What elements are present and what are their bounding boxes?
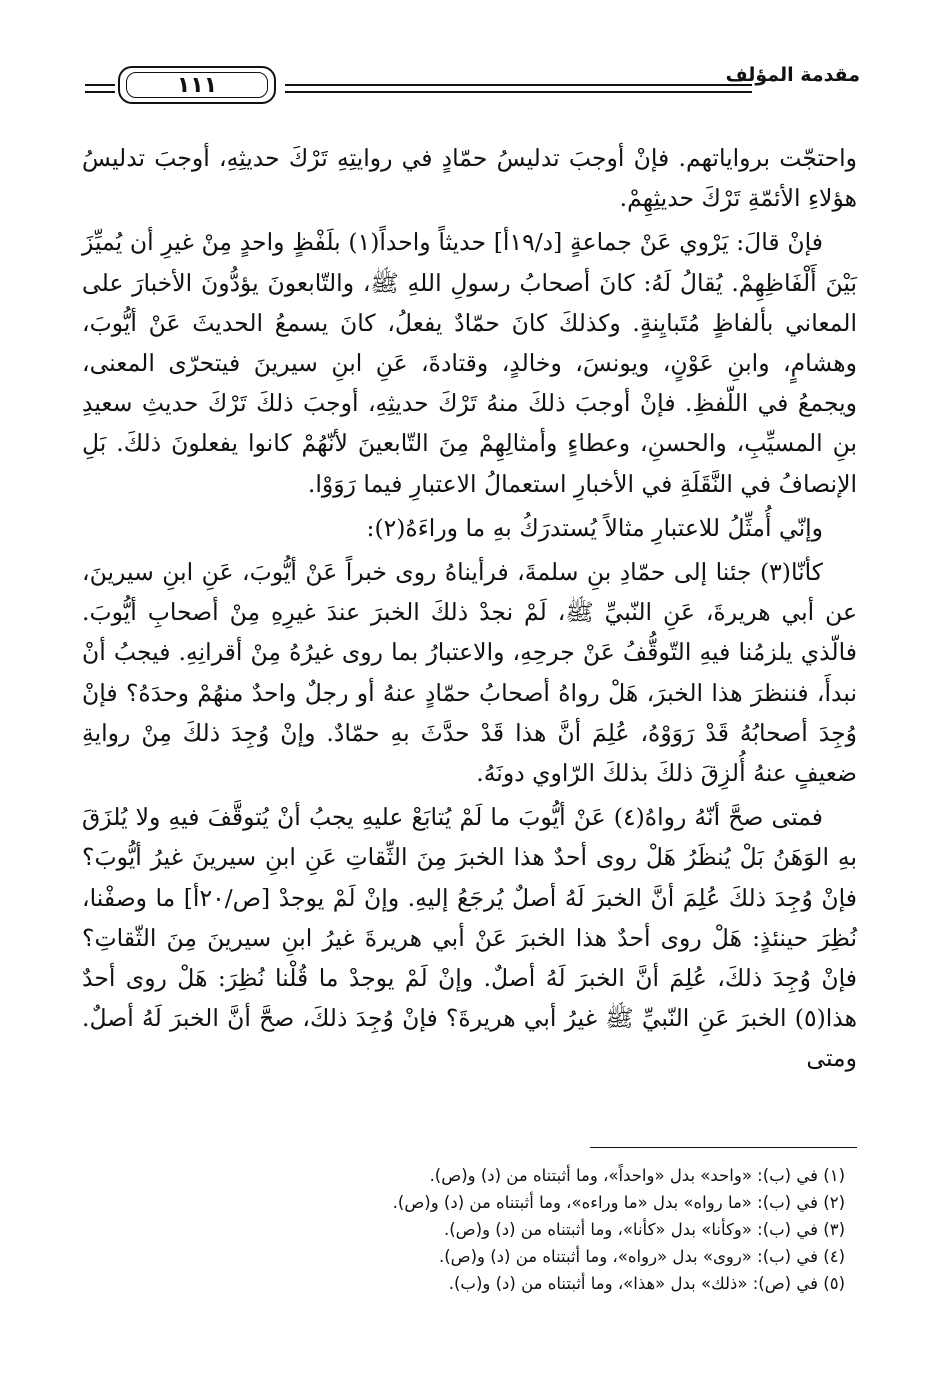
footnotes xyxy=(300,1162,845,1297)
paragraph: وإنّي أُمثِّلُ للاعتبارِ مثالاً يُستدرَكُ بهِ ما وراءَهُ(٢): xyxy=(366,513,823,542)
page-number-frame xyxy=(118,66,276,104)
running-header xyxy=(70,58,860,108)
paragraph: واحتجّت برواياتهم. فإنْ أوجبَ تدليسُ حمّادٍ في روايتِهِ تَرْكَ حديثِهِ، أوجبَ تدليسُ هؤلاءِ الأئمّةِ تَرْكَ حديثِهِمْ. xyxy=(82,144,857,213)
page-number: ١١١ xyxy=(126,72,268,98)
footnote-divider xyxy=(590,1147,857,1148)
footnote: (٤) في (ب): «روى» بدل «رواه»، وما أثبتناه من (د) و(ص). xyxy=(438,1247,845,1266)
chapter-title: مقدمة المؤلف xyxy=(725,64,860,86)
footnote: (٥) في (ص): «ذلك» بدل «هذا»، وما أثبتناه من (د) و(ب). xyxy=(448,1274,845,1293)
footnote: (٢) في (ب): «ما رواه» بدل «ما وراءه»، وما أثبتناه من (د) و(ص). xyxy=(392,1193,845,1212)
main-text xyxy=(82,138,857,1083)
footnote: (٣) في (ب): «وكأنا» بدل «كأنا»، وما أثبتناه من (د) و(ص). xyxy=(444,1220,845,1239)
footnote: (١) في (ب): «واحد» بدل «واحداً»، وما أثبتناه من (د) و(ص). xyxy=(429,1166,845,1185)
paragraph: كأنّا(٣) جئنا إلى حمّادِ بنِ سلمةَ، فرأيناهُ روى خبراً عَنْ أيُّوبَ، عَنِ ابنِ سيرينَ، عن أبي هريرةَ، عَنِ النّبيِّ ﷺ، لَمْ نجدْ ذلكَ الخبرَ عندَ غيرِهِ مِنْ أصحابِ أيُّوبَ. فالّذي يلزمُنا فيهِ التّوقُّفُ عَنْ جرحِهِ، والاعتبارُ بما روى غيرُهُ مِنْ أقرانِهِ. فيجبُ أنْ نبدأَ، فننظرَ هذا الخبرَ، هَلْ رواهُ أصحابُ حمّادٍ عنهُ أو رجلٌ واحدٌ منهُمْ وحدَهُ؟ فإنْ وُجِدَ أصحابُهُ قَدْ رَوَوْهُ، عُلِمَ أنَّ هذا قَدْ حدَّثَ بهِ حمّادٌ. وإنْ وُجِدَ ذلكَ مِنْ روايةِ ضعيفٍ عنهُ أُلزِقَ ذلكَ بذلكَ الرّاوي دونَهُ. xyxy=(82,558,857,788)
paragraph: فمتى صحَّ أنّهُ رواهُ(٤) عَنْ أيُّوبَ ما لَمْ يُتابَعْ عليهِ يجبُ أنْ يُتوقَّفَ فيهِ ولا يُلزَقَ بهِ الوَهَنُ بَلْ يُنظَرُ هَلْ روى أحدٌ هذا الخبرَ مِنَ الثِّقاتِ عَنِ ابنِ سيرينَ غيرُ أيُّوبَ؟ فإنْ وُجِدَ ذلكَ عُلِمَ أنَّ الخبرَ لَهُ أصلٌ يُرجَعُ إليهِ. وإنْ لَمْ يوجدْ [ص/٢٠أ] ما وصفْنا، نُظِرَ حينئذٍ: هَلْ روى أحدٌ هذا الخبرَ عَنْ أبي هريرةَ غيرُ ابنِ سيرينَ مِنَ الثّقاتِ؟ فإنْ وُجِدَ ذلكَ، عُلِمَ أنَّ الخبرَ لَهُ أصلٌ. وإنْ لَمْ يوجدْ ما قُلْنا نُظِرَ: هَلْ روى أحدٌ هذا(٥) الخبرَ عَنِ النّبيِّ ﷺ غيرُ أبي هريرةَ؟ فإنْ وُجِدَ ذلكَ، صحَّ أنَّ الخبرَ لَهُ أصلٌ. ومتى xyxy=(82,803,857,1073)
header-double-rule-left xyxy=(85,84,115,93)
paragraph: فإنْ قالَ: يَرْوي عَنْ جماعةٍ [د/١٩أ] حديثاً واحداً(١) بلَفْظٍ واحدٍ مِنْ غيرِ أن يُميِّزَ بَيْنَ أَلْفَاظِهِمْ. يُقالُ لَهُ: كانَ أصحابُ رسولِ اللهِ ﷺ، والتّابعونَ يؤدُّونَ الأخبارَ على المعاني بألفاظٍ مُتَبايِنةٍ. وكذلكَ كانَ حمّادٌ يفعلُ، كانَ يسمعُ الحديثَ عَنْ أيُّوبَ، وهشامٍ، وابنِ عَوْنٍ، ويونسَ، وخالدٍ، وقتادةَ، عَنِ ابنِ سيرينَ فيتحرّى المعنى، ويجمعُ في اللّفظِ. فإنْ أوجبَ ذلكَ منهُ تَرْكَ حديثِهِ، أوجبَ ذلكَ تَرْكَ حديثِ سعيدِ بنِ المسيِّبِ، والحسنِ، وعطاءٍ وأمثالِهِمْ مِنَ التّابعينَ لأنّهُمْ كانوا يفعلونَ ذلكَ. بَلِ الإنصافُ في النَّقَلَةِ في الأخبارِ استعمالُ الاعتبارِ فيما رَوَوْا. xyxy=(82,228,857,498)
header-double-rule xyxy=(285,84,752,93)
